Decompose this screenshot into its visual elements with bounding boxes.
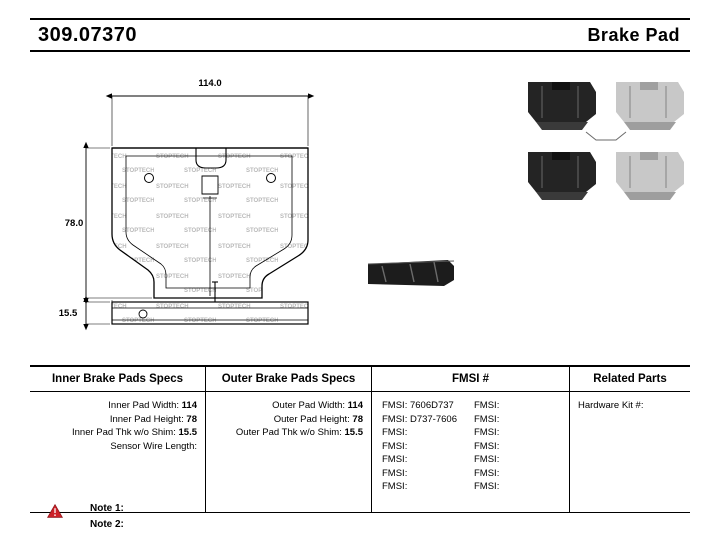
dimension-width: [112, 78, 308, 146]
fmsi-row: FMSI: D737-7606: [382, 413, 457, 425]
svg-text:114.0: 114.0: [198, 78, 222, 89]
spec-row: [30, 440, 205, 454]
note-2-label: Note 2:: [90, 519, 124, 530]
fmsi-right-list: [474, 399, 566, 494]
related-parts-column: [570, 392, 690, 512]
specs-table: [30, 365, 690, 513]
spec-label: Inner Pad Thk w/o Shim:: [72, 427, 176, 438]
specs-table-header: [30, 367, 690, 392]
header-bar: [30, 18, 690, 52]
spec-row: [206, 413, 371, 427]
svg-text:15.5: 15.5: [58, 308, 78, 319]
spec-label: Outer Pad Width:: [272, 400, 346, 411]
dimension-thickness: [59, 302, 110, 324]
notes-section: [30, 500, 690, 540]
part-type-title: Brake Pad: [587, 24, 680, 45]
outer-specs-title: Outer Brake Pads Specs: [221, 373, 356, 385]
fmsi-row: FMSI:: [474, 481, 500, 492]
outer-specs-column: [206, 392, 372, 512]
col-header-outer: [206, 367, 372, 391]
related-parts-title: Related Parts: [593, 373, 667, 385]
inner-specs-column: [30, 392, 206, 512]
spec-row: [30, 426, 205, 440]
spec-value: 15.5: [178, 427, 197, 438]
spec-value: 78: [352, 413, 363, 425]
fmsi-left-list: [382, 399, 474, 494]
front-pad-face-drawing: [112, 148, 308, 298]
spec-value: 78: [186, 413, 197, 425]
spec-label: Outer Pad Height:: [273, 413, 350, 425]
pad-edge-photo: [368, 260, 454, 286]
related-row: Hardware Kit #:: [578, 400, 644, 411]
fmsi-row: FMSI:: [382, 481, 408, 492]
spec-value: 114: [181, 400, 197, 411]
spec-row: [30, 413, 205, 427]
fmsi-row: FMSI:: [474, 454, 500, 465]
col-header-fmsi: [372, 367, 570, 391]
spec-label: Outer Pad Thk w/o Shim:: [235, 427, 342, 438]
fmsi-row: FMSI:: [382, 454, 408, 465]
fmsi-row: FMSI:: [382, 440, 408, 452]
note-1-label: Note 1:: [90, 503, 124, 514]
fmsi-row: FMSI:: [382, 427, 408, 438]
col-header-inner: [30, 367, 206, 391]
fmsi-row: FMSI:: [474, 427, 500, 438]
technical-drawing: [30, 56, 690, 356]
spec-label: Inner Pad Height:: [109, 413, 184, 425]
col-header-related: [570, 367, 690, 391]
fmsi-column: [372, 392, 570, 512]
spec-value: 15.5: [344, 427, 363, 438]
warning-icon: [47, 504, 63, 518]
fmsi-row: FMSI:: [474, 413, 500, 425]
specs-table-body: [30, 392, 690, 512]
part-number: 309.07370: [38, 23, 138, 46]
spec-label: Sensor Wire Length:: [110, 440, 197, 452]
fmsi-row: FMSI: 7606D737: [382, 400, 454, 411]
spec-value: 114: [347, 400, 363, 411]
fmsi-row: FMSI:: [474, 400, 500, 411]
inner-specs-title: Inner Brake Pads Specs: [51, 373, 184, 385]
fmsi-title: FMSI #: [451, 373, 490, 385]
spec-label: Inner Pad Width:: [108, 400, 180, 411]
fmsi-row: FMSI:: [474, 467, 500, 479]
svg-text:78.0: 78.0: [64, 218, 84, 229]
fmsi-row: FMSI:: [474, 440, 500, 452]
spec-row: [30, 399, 205, 413]
fmsi-row: FMSI:: [382, 467, 408, 479]
spec-row: [206, 399, 371, 413]
spec-row: [206, 426, 371, 440]
pad-set-photo: [528, 82, 684, 200]
